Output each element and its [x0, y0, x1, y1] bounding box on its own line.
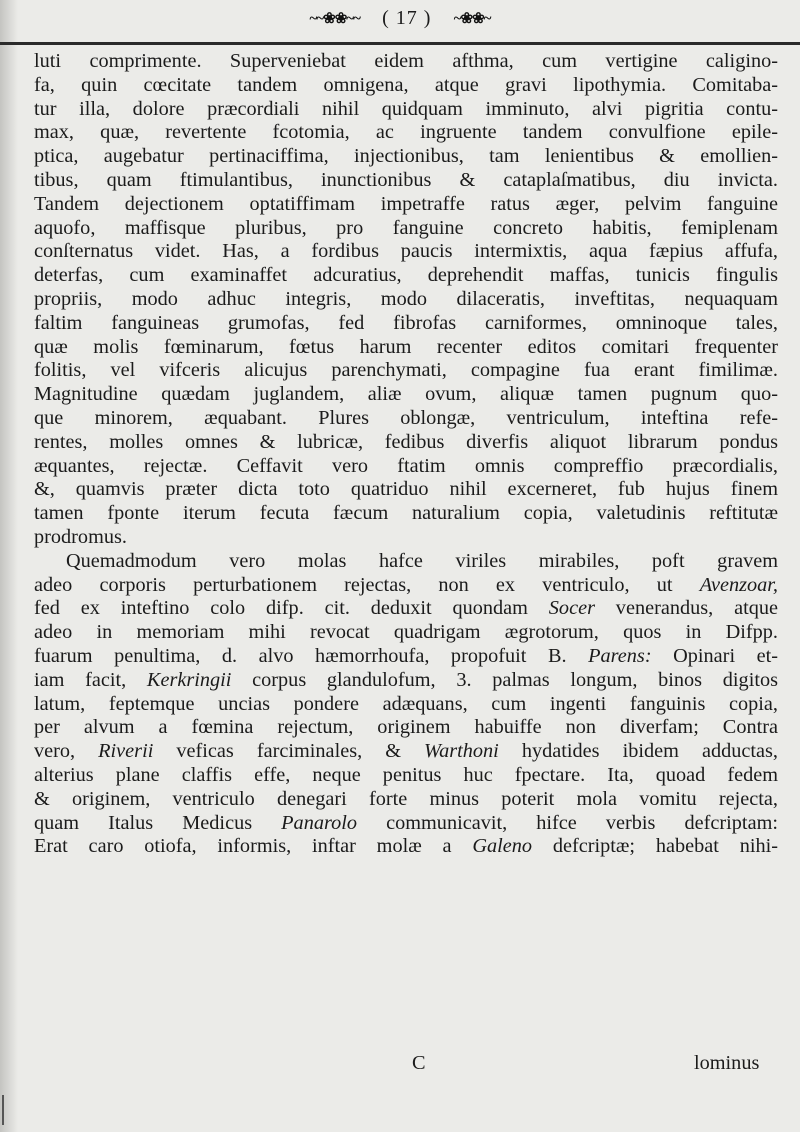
- page-number: ( 17 ): [382, 6, 432, 29]
- text-line: iam facit, Kerkringii corpus glandulofum, 3. palmas longum, binos digitos: [34, 668, 778, 691]
- text-line: &, quamvis præter dicta toto quatriduo nihil excerneret, fub hujus finem: [34, 478, 778, 501]
- text-line: que minorem, æquabant. Plures oblongæ, ventriculum, inteftina refe-: [34, 406, 778, 429]
- page-footer: [0, 1052, 800, 1076]
- text-line: fed ex inteftino colo difp. cit. deduxit quondam Socer venerandus, atque: [34, 597, 778, 620]
- signature-mark: C: [412, 1052, 426, 1074]
- header-ornament-left: ~~❀❀~~: [309, 10, 360, 27]
- text-line: folitis, vel vifceris alicujus parenchymati, compagine fua erant fimilimæ.: [34, 359, 778, 382]
- header-rule: [0, 42, 800, 45]
- body-text: [34, 50, 778, 859]
- page-gutter-shadow: [0, 0, 18, 1132]
- text-line: conſternatus videt. Has, a fordibus paucis intermixtis, aqua fæpius affufa,: [34, 240, 778, 263]
- text-line: Magnitudine quædam juglandem, aliæ ovum, aliquæ tamen pugnum quo-: [34, 383, 778, 406]
- text-line: Quemadmodum vero molas hafce viriles mirabiles, poft gravem: [66, 549, 778, 572]
- margin-mark: [2, 1095, 10, 1125]
- paragraph-2: [34, 550, 778, 859]
- text-line: tur illa, dolore præcordiali nihil quidquam imminuto, alvi pigritia contu-: [34, 97, 778, 120]
- text-line: adeo in memoriam mihi revocat quadrigam ægrotorum, quos in Difpp.: [34, 621, 778, 644]
- running-header: [0, 4, 800, 44]
- text-line: adeo corporis perturbationem rejectas, non ex ventriculo, ut Avenzoar,: [34, 573, 778, 596]
- text-line: latum, feptemque uncias pondere adæquans, cum ingenti fanguinis copia,: [34, 692, 778, 715]
- text-line: prodromus.: [34, 525, 127, 548]
- text-line: quam Italus Medicus Panarolo communicavit, hifce verbis defcriptam:: [34, 811, 778, 834]
- text-line: fuarum penultima, d. alvo hæmorrhoufa, propofuit B. Parens: Opinari et-: [34, 644, 779, 667]
- text-line: deterfas, cum examinaffet adcuratius, deprehendit maffas, tunicis fingulis: [34, 264, 778, 287]
- text-line: Erat caro otiofa, informis, inftar molæ a Galeno defcriptæ; habebat nihi-: [34, 835, 779, 858]
- text-line: quæ molis fœminarum, fœtus harum recenter editos comitari frequenter: [34, 335, 778, 358]
- text-line: rentes, molles omnes & lubricæ, fedibus diverfis aliquot librarum pondus: [34, 430, 778, 453]
- text-line: & originem, ventriculo denegari forte minus poterit mola vomitu rejecta,: [34, 787, 778, 810]
- text-line: Tandem dejectionem optatiffimam impetraffe ratus æger, pelvim fanguine: [34, 192, 778, 215]
- text-line: per alvum a fœmina rejectum, originem habuiffe non diverfam; Contra: [34, 716, 778, 739]
- text-line: aquofo, maffisque pluribus, pro fanguine concreto habitis, femiplenam: [34, 216, 778, 239]
- text-line: max, quæ, revertente fcotomia, ac ingruente tandem convulfione epile-: [34, 121, 778, 144]
- text-line: alterius plane claffis effe, neque penitus huc fpectare. Ita, quoad fedem: [34, 763, 778, 786]
- text-line: luti comprimente. Superveniebat eidem afthma, cum vertigine caligino-: [34, 50, 778, 72]
- text-line: tamen fponte iterum fecuta fæcum naturalium copia, valetudinis reftitutæ: [34, 502, 778, 525]
- text-line: vero, Riverii veficas farciminales, & Warthoni hydatides ibidem adductas,: [34, 740, 778, 763]
- text-line: ptica, augebatur pertinaciffima, injectionibus, tam lenientibus & emollien-: [34, 145, 778, 168]
- text-line: fa, quin cœcitate tandem omnigena, atque gravi lipothymia. Comitaba-: [34, 73, 778, 96]
- text-line: faltim fanguineas grumofas, fed fibrofas carniformes, omninoque tales,: [34, 311, 778, 334]
- text-line: propriis, modo adhuc integris, modo dilaceratis, inveftitas, nequaquam: [34, 287, 778, 310]
- text-line: tibus, quam ftimulantibus, inunctionibus & cataplaſmatibus, diu invicta.: [34, 168, 778, 191]
- catchword: lominus: [694, 1052, 760, 1074]
- paragraph-1: [34, 50, 778, 550]
- text-line: æquantes, rejectæ. Ceffavit vero ftatim omnis compreffio præcordialis,: [34, 454, 778, 477]
- header-ornament-right: ~❀❀~: [453, 10, 491, 27]
